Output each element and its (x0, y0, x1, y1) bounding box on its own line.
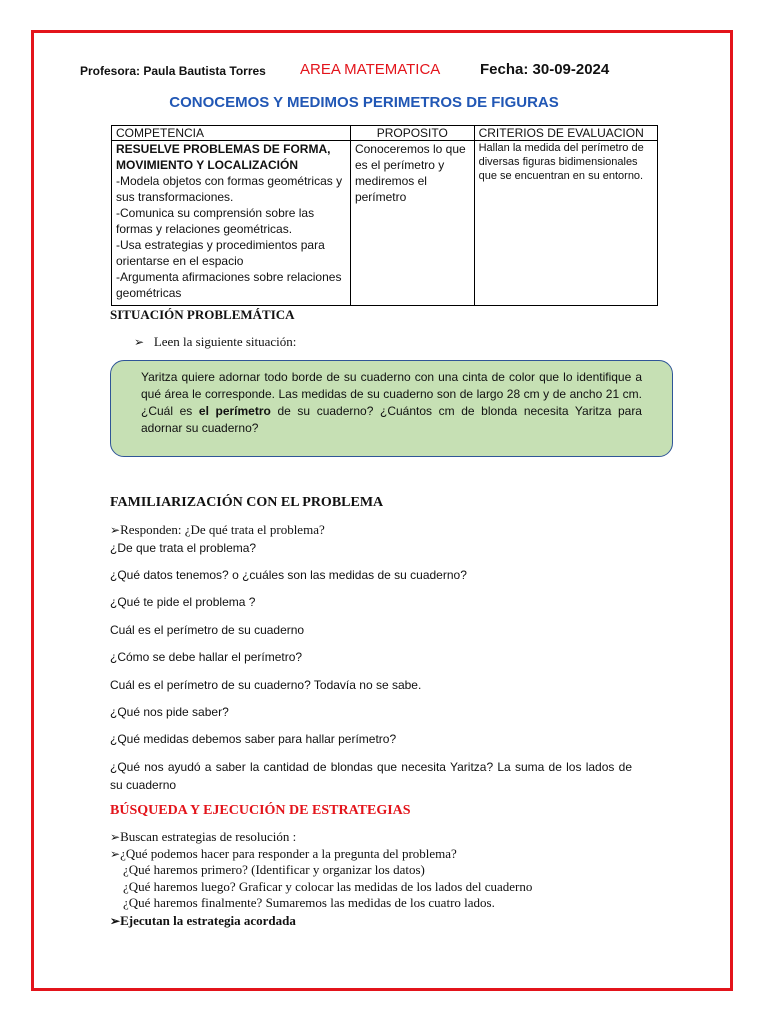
busqueda-text-bold: Ejecutan la estrategia acordada (120, 913, 296, 928)
busqueda-text: ¿Qué haremos luego? Graficar y colocar las medidas de los lados del cuaderno (123, 879, 533, 894)
table-row (112, 141, 658, 306)
question-item: ¿Qué datos tenemos? o ¿cuáles son las medidas de su cuaderno? (110, 568, 467, 582)
busqueda-text: ¿Qué haremos primero? (Identificar y organizar los datos) (123, 862, 425, 877)
question-item: Cuál es el perímetro de su cuaderno? Todavía no se sabe. (110, 678, 422, 692)
question-item: ¿Qué nos pide saber? (110, 705, 229, 719)
competencia-item: -Modela objetos con formas geométricas y sus transformaciones. (116, 174, 343, 204)
criterios-cell: Hallan la medida del perímetro de diversas figuras bidimensionales que se encuentran en su entorno. (474, 141, 657, 306)
problem-text: Yaritza quiere adornar todo borde de su cuaderno con una cinta de color que lo identifique a qué área le corresponde. Las medidas de su cuaderno son de largo 28 cm y de ancho 21 cm. ¿Cuál es (141, 370, 642, 418)
question-item: Cuál es el perímetro de su cuaderno (110, 623, 305, 637)
problem-box (110, 360, 673, 457)
arrow-bullet-icon: ➢ (134, 335, 145, 349)
situacion-bullet (134, 334, 296, 350)
busqueda-text: ¿Qué haremos finalmente? Sumaremos las medidas de los cuatro lados. (123, 895, 495, 910)
teacher-name: Profesora: Paula Bautista Torres (80, 64, 266, 78)
question-item: ¿Qué te pide el problema ? (110, 595, 256, 609)
busqueda-text: Buscan estrategias de resolución : (120, 829, 297, 844)
competencia-item: -Comunica su comprensión sobre las formas y relaciones geométricas. (116, 206, 315, 236)
header-competencia: COMPETENCIA (112, 126, 351, 141)
page-title: CONOCEMOS Y MEDIMOS PERIMETROS DE FIGURAS (169, 94, 559, 111)
arrow-bullet-icon: ➢ (110, 523, 121, 537)
question-item: ¿Qué medidas debemos saber para hallar perímetro? (110, 732, 397, 746)
table-header-row (112, 126, 658, 141)
arrow-bullet-icon: ➢ (110, 914, 121, 928)
busqueda-line (110, 913, 296, 929)
busqueda-heading: BÚSQUEDA Y EJECUCIÓN DE ESTRATEGIAS (110, 803, 411, 818)
busqueda-line (110, 846, 457, 862)
arrow-bullet-icon: ➢ (110, 830, 121, 844)
competencia-item: -Argumenta afirmaciones sobre relaciones geométricas (116, 270, 342, 300)
familiarizacion-bullet-text: Responden: ¿De qué trata el problema? (120, 522, 325, 537)
arrow-bullet-icon: ➢ (110, 847, 121, 861)
problem-text-end: de su cuaderno? ¿Cuántos cm de blonda necesita Yaritza para adornar su cuaderno? (141, 404, 642, 435)
busqueda-text: ¿Qué podemos hacer para responder a la pregunta del problema? (120, 846, 457, 861)
header-criterios: CRITERIOS DE EVALUACION (474, 126, 657, 141)
question-item: ¿Qué nos ayudó a saber la cantidad de blondas que necesita Yaritza? La suma de los lados de su cuaderno (110, 760, 632, 792)
familiarizacion-bullet (110, 522, 325, 538)
competency-table (111, 125, 658, 306)
familiarizacion-heading: FAMILIARIZACIÓN CON EL PROBLEMA (110, 495, 384, 510)
competencia-item: -Usa estrategias y procedimientos para orientarse en el espacio (116, 238, 325, 268)
question-item: ¿De que trata el problema? (110, 541, 257, 555)
question-item: ¿Cómo se debe hallar el perímetro? (110, 650, 303, 664)
problem-text-bold: el perímetro (198, 404, 271, 418)
subject-area: AREA MATEMATICA (300, 61, 441, 78)
date-label: Fecha: 30-09-2024 (480, 61, 610, 78)
header-proposito: PROPOSITO (350, 126, 474, 141)
competencia-cell (112, 141, 351, 306)
proposito-cell: Conoceremos lo que es el perímetro y mediremos el perímetro (350, 141, 474, 306)
situacion-heading: SITUACIÓN PROBLEMÁTICA (110, 307, 295, 322)
busqueda-line (110, 829, 296, 845)
situacion-bullet-text: Leen la siguiente situación: (153, 334, 297, 349)
competencia-title: RESUELVE PROBLEMAS DE FORMA, MOVIMIENTO Y LOCALIZACIÓN (116, 142, 331, 172)
